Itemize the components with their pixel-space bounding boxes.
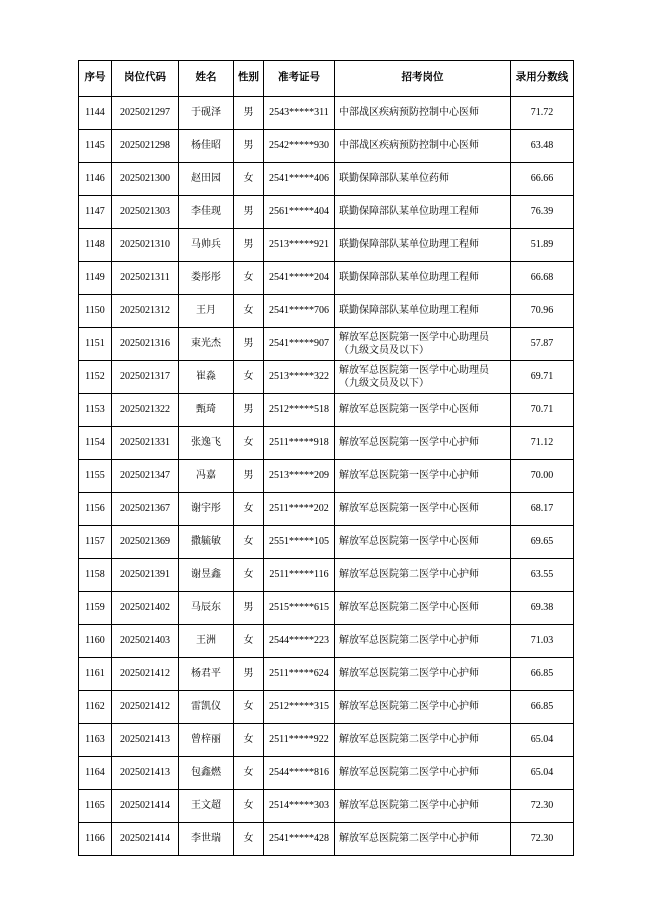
cell-position: 解放军总医院第一医学中心医师 — [335, 394, 511, 427]
cell-name: 谢昱鑫 — [179, 559, 234, 592]
cell-index: 1157 — [79, 526, 112, 559]
cell-index: 1165 — [79, 790, 112, 823]
cell-index: 1155 — [79, 460, 112, 493]
table-row — [79, 493, 574, 526]
table-row — [79, 163, 574, 196]
cell-name: 赵田园 — [179, 163, 234, 196]
cell-score-line: 69.38 — [511, 592, 574, 625]
cell-job-code: 2025021312 — [112, 295, 179, 328]
cell-exam-id: 2512*****518 — [264, 394, 335, 427]
cell-name: 李世瑞 — [179, 823, 234, 856]
cell-exam-id: 2512*****315 — [264, 691, 335, 724]
cell-score-line: 70.71 — [511, 394, 574, 427]
cell-exam-id: 2541*****907 — [264, 328, 335, 361]
cell-position: 解放军总医院第二医学中心护师 — [335, 691, 511, 724]
cell-gender: 女 — [234, 361, 264, 394]
cell-position: 联勤保障部队某单位助理工程师 — [335, 262, 511, 295]
cell-position: 联勤保障部队某单位助理工程师 — [335, 229, 511, 262]
cell-job-code: 2025021303 — [112, 196, 179, 229]
cell-name: 雷凯仪 — [179, 691, 234, 724]
table-row — [79, 97, 574, 130]
cell-gender: 女 — [234, 163, 264, 196]
cell-score-line: 71.12 — [511, 427, 574, 460]
cell-gender: 男 — [234, 460, 264, 493]
cell-gender: 男 — [234, 328, 264, 361]
table-body — [79, 97, 574, 856]
table-row — [79, 130, 574, 163]
cell-position: 解放军总医院第二医学中心护师 — [335, 625, 511, 658]
table-row — [79, 757, 574, 790]
cell-gender: 男 — [234, 658, 264, 691]
cell-score-line: 70.96 — [511, 295, 574, 328]
cell-exam-id: 2511*****116 — [264, 559, 335, 592]
cell-exam-id: 2511*****624 — [264, 658, 335, 691]
table-row — [79, 427, 574, 460]
cell-name: 张逸飞 — [179, 427, 234, 460]
cell-score-line: 63.55 — [511, 559, 574, 592]
cell-job-code: 2025021298 — [112, 130, 179, 163]
cell-exam-id: 2543*****311 — [264, 97, 335, 130]
cell-position: 解放军总医院第一医学中心助理员（九级文员及以下） — [335, 361, 511, 394]
cell-name: 崔淼 — [179, 361, 234, 394]
table-row — [79, 361, 574, 394]
cell-index: 1151 — [79, 328, 112, 361]
cell-job-code: 2025021322 — [112, 394, 179, 427]
cell-index: 1152 — [79, 361, 112, 394]
cell-name: 王文超 — [179, 790, 234, 823]
cell-gender: 女 — [234, 691, 264, 724]
table-row — [79, 460, 574, 493]
table-header — [79, 61, 574, 97]
cell-gender: 女 — [234, 295, 264, 328]
cell-score-line: 66.85 — [511, 658, 574, 691]
cell-name: 杨君平 — [179, 658, 234, 691]
cell-position: 解放军总医院第一医学中心护师 — [335, 460, 511, 493]
cell-score-line: 65.04 — [511, 757, 574, 790]
cell-job-code: 2025021414 — [112, 790, 179, 823]
cell-name: 马帅兵 — [179, 229, 234, 262]
cell-position: 解放军总医院第一医学中心护师 — [335, 427, 511, 460]
cell-name: 杨佳昭 — [179, 130, 234, 163]
cell-job-code: 2025021414 — [112, 823, 179, 856]
cell-exam-id: 2513*****209 — [264, 460, 335, 493]
cell-score-line: 69.71 — [511, 361, 574, 394]
cell-job-code: 2025021413 — [112, 724, 179, 757]
cell-exam-id: 2544*****223 — [264, 625, 335, 658]
cell-job-code: 2025021369 — [112, 526, 179, 559]
cell-gender: 女 — [234, 559, 264, 592]
column-header-position: 招考岗位 — [335, 61, 511, 97]
cell-job-code: 2025021331 — [112, 427, 179, 460]
cell-job-code: 2025021310 — [112, 229, 179, 262]
cell-name: 娄彤彤 — [179, 262, 234, 295]
cell-index: 1145 — [79, 130, 112, 163]
cell-position: 解放军总医院第二医学中心护师 — [335, 823, 511, 856]
cell-score-line: 51.89 — [511, 229, 574, 262]
cell-job-code: 2025021403 — [112, 625, 179, 658]
cell-name: 王月 — [179, 295, 234, 328]
table-row — [79, 196, 574, 229]
cell-position: 联勤保障部队某单位药师 — [335, 163, 511, 196]
cell-score-line: 63.48 — [511, 130, 574, 163]
cell-index: 1159 — [79, 592, 112, 625]
cell-position: 解放军总医院第二医学中心护师 — [335, 559, 511, 592]
cell-position: 联勤保障部队某单位助理工程师 — [335, 196, 511, 229]
cell-score-line: 72.30 — [511, 823, 574, 856]
cell-exam-id: 2514*****303 — [264, 790, 335, 823]
cell-score-line: 66.68 — [511, 262, 574, 295]
column-header-exam-id: 准考证号 — [264, 61, 335, 97]
table-row — [79, 658, 574, 691]
cell-name: 曾梓丽 — [179, 724, 234, 757]
table-row — [79, 295, 574, 328]
cell-name: 王洲 — [179, 625, 234, 658]
column-header-name: 姓名 — [179, 61, 234, 97]
column-header-job-code: 岗位代码 — [112, 61, 179, 97]
cell-position: 中部战区疾病预防控制中心医师 — [335, 97, 511, 130]
cell-job-code: 2025021367 — [112, 493, 179, 526]
cell-exam-id: 2513*****921 — [264, 229, 335, 262]
column-header-gender: 性别 — [234, 61, 264, 97]
cell-gender: 男 — [234, 196, 264, 229]
cell-exam-id: 2551*****105 — [264, 526, 335, 559]
cell-name: 包鑫燃 — [179, 757, 234, 790]
cell-name: 撒毓敏 — [179, 526, 234, 559]
cell-score-line: 69.65 — [511, 526, 574, 559]
cell-score-line: 65.04 — [511, 724, 574, 757]
cell-job-code: 2025021311 — [112, 262, 179, 295]
cell-gender: 女 — [234, 823, 264, 856]
cell-index: 1160 — [79, 625, 112, 658]
table-row — [79, 592, 574, 625]
score-table — [78, 60, 574, 856]
cell-score-line: 57.87 — [511, 328, 574, 361]
cell-gender: 男 — [234, 130, 264, 163]
cell-gender: 女 — [234, 724, 264, 757]
cell-position: 联勤保障部队某单位助理工程师 — [335, 295, 511, 328]
table-row — [79, 328, 574, 361]
cell-index: 1149 — [79, 262, 112, 295]
cell-position: 解放军总医院第二医学中心医师 — [335, 592, 511, 625]
cell-name: 于砚泽 — [179, 97, 234, 130]
column-header-index: 序号 — [79, 61, 112, 97]
cell-position: 解放军总医院第二医学中心护师 — [335, 790, 511, 823]
cell-score-line: 66.85 — [511, 691, 574, 724]
cell-index: 1150 — [79, 295, 112, 328]
cell-job-code: 2025021402 — [112, 592, 179, 625]
cell-exam-id: 2511*****202 — [264, 493, 335, 526]
cell-gender: 男 — [234, 229, 264, 262]
cell-job-code: 2025021297 — [112, 97, 179, 130]
cell-exam-id: 2541*****428 — [264, 823, 335, 856]
column-header-score-line: 录用分数线 — [511, 61, 574, 97]
cell-exam-id: 2513*****322 — [264, 361, 335, 394]
cell-score-line: 70.00 — [511, 460, 574, 493]
cell-name: 李佳现 — [179, 196, 234, 229]
cell-job-code: 2025021300 — [112, 163, 179, 196]
cell-gender: 女 — [234, 262, 264, 295]
cell-position: 解放军总医院第一医学中心医师 — [335, 493, 511, 526]
cell-exam-id: 2542*****930 — [264, 130, 335, 163]
cell-gender: 女 — [234, 427, 264, 460]
cell-score-line: 71.03 — [511, 625, 574, 658]
cell-index: 1144 — [79, 97, 112, 130]
cell-exam-id: 2561*****404 — [264, 196, 335, 229]
cell-gender: 女 — [234, 625, 264, 658]
table-row — [79, 229, 574, 262]
cell-score-line: 76.39 — [511, 196, 574, 229]
cell-position: 中部战区疾病预防控制中心医师 — [335, 130, 511, 163]
table-row — [79, 724, 574, 757]
table-row — [79, 262, 574, 295]
cell-name: 马辰东 — [179, 592, 234, 625]
cell-index: 1162 — [79, 691, 112, 724]
table-row — [79, 394, 574, 427]
table-row — [79, 559, 574, 592]
cell-score-line: 66.66 — [511, 163, 574, 196]
cell-gender: 男 — [234, 592, 264, 625]
cell-gender: 女 — [234, 790, 264, 823]
cell-position: 解放军总医院第二医学中心护师 — [335, 658, 511, 691]
header-row — [79, 61, 574, 97]
cell-position: 解放军总医院第二医学中心护师 — [335, 757, 511, 790]
cell-index: 1164 — [79, 757, 112, 790]
cell-job-code: 2025021413 — [112, 757, 179, 790]
cell-exam-id: 2541*****204 — [264, 262, 335, 295]
table-row — [79, 691, 574, 724]
cell-score-line: 72.30 — [511, 790, 574, 823]
cell-score-line: 71.72 — [511, 97, 574, 130]
cell-index: 1161 — [79, 658, 112, 691]
cell-index: 1158 — [79, 559, 112, 592]
cell-exam-id: 2515*****615 — [264, 592, 335, 625]
cell-position: 解放军总医院第一医学中心医师 — [335, 526, 511, 559]
cell-position: 解放军总医院第一医学中心助理员（九级文员及以下） — [335, 328, 511, 361]
cell-job-code: 2025021317 — [112, 361, 179, 394]
cell-job-code: 2025021316 — [112, 328, 179, 361]
cell-name: 冯嘉 — [179, 460, 234, 493]
cell-index: 1147 — [79, 196, 112, 229]
cell-exam-id: 2544*****816 — [264, 757, 335, 790]
cell-gender: 男 — [234, 97, 264, 130]
cell-score-line: 68.17 — [511, 493, 574, 526]
cell-exam-id: 2511*****922 — [264, 724, 335, 757]
cell-index: 1156 — [79, 493, 112, 526]
cell-exam-id: 2541*****406 — [264, 163, 335, 196]
table-row — [79, 526, 574, 559]
cell-job-code: 2025021412 — [112, 658, 179, 691]
cell-position: 解放军总医院第二医学中心护师 — [335, 724, 511, 757]
cell-index: 1146 — [79, 163, 112, 196]
cell-name: 甄琦 — [179, 394, 234, 427]
table-row — [79, 823, 574, 856]
cell-exam-id: 2541*****706 — [264, 295, 335, 328]
table-row — [79, 790, 574, 823]
cell-index: 1166 — [79, 823, 112, 856]
cell-job-code: 2025021391 — [112, 559, 179, 592]
cell-gender: 男 — [234, 394, 264, 427]
cell-exam-id: 2511*****918 — [264, 427, 335, 460]
cell-index: 1154 — [79, 427, 112, 460]
cell-job-code: 2025021412 — [112, 691, 179, 724]
cell-name: 束光杰 — [179, 328, 234, 361]
cell-job-code: 2025021347 — [112, 460, 179, 493]
cell-gender: 女 — [234, 757, 264, 790]
cell-index: 1153 — [79, 394, 112, 427]
cell-name: 谢宇彤 — [179, 493, 234, 526]
cell-gender: 女 — [234, 526, 264, 559]
cell-index: 1148 — [79, 229, 112, 262]
cell-index: 1163 — [79, 724, 112, 757]
cell-gender: 女 — [234, 493, 264, 526]
table-row — [79, 625, 574, 658]
